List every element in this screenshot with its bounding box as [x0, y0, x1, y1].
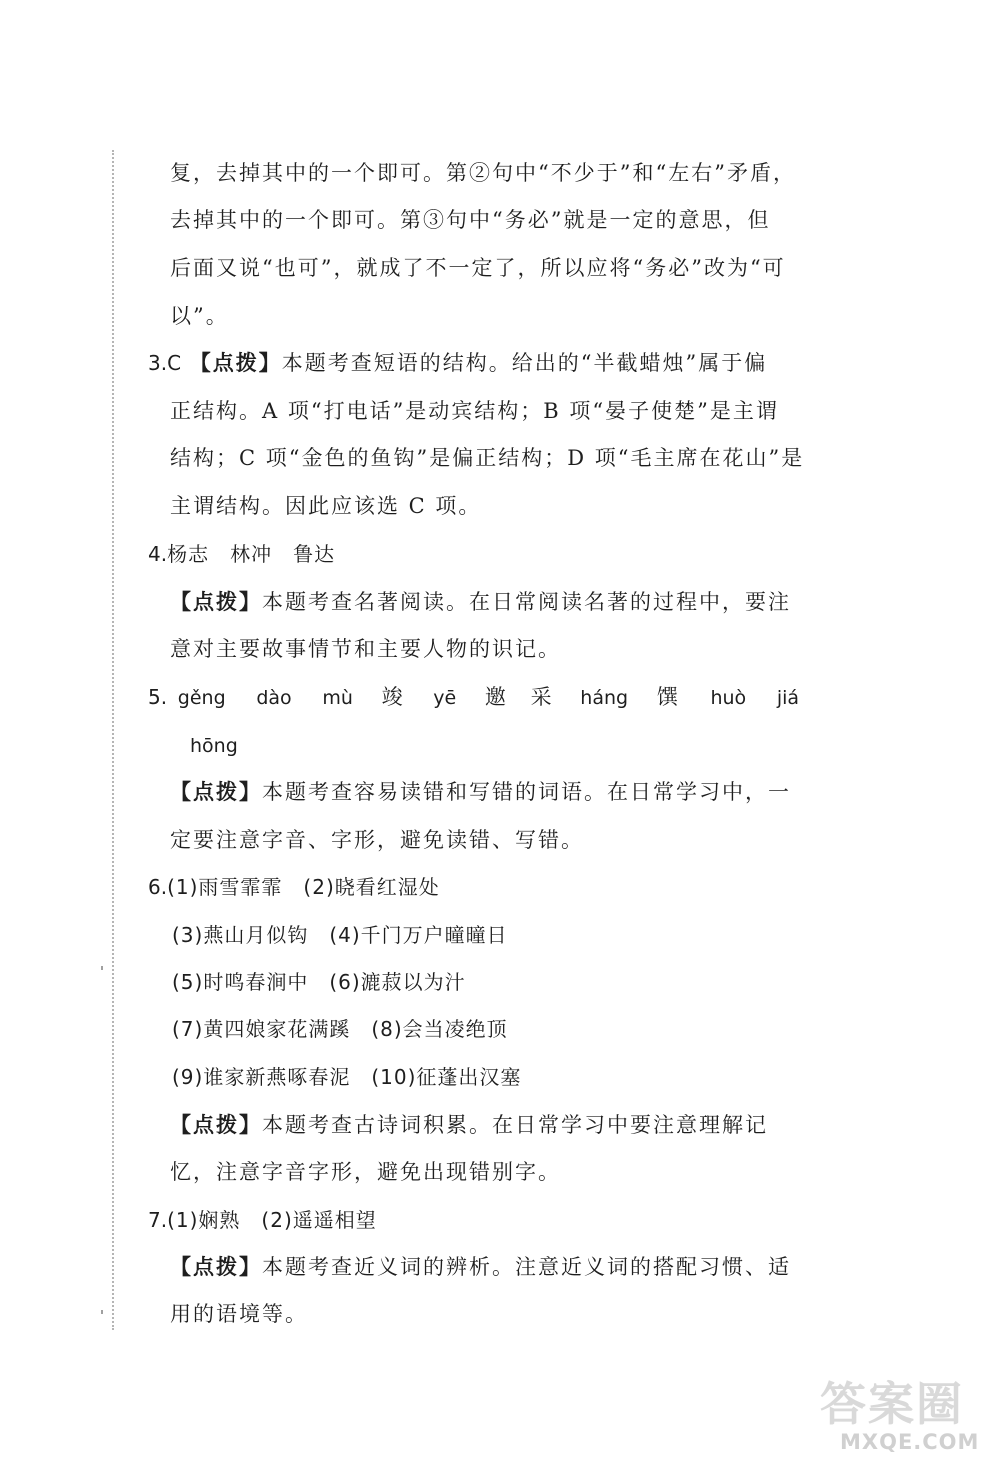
answer-item-7 [148, 1206, 377, 1234]
watermark-url: MXQE.COM [840, 1430, 980, 1454]
hint-text: 本题考查名著阅读。在日常阅读名著的过程中，要注 [262, 590, 791, 614]
answer-text: (1)娴熟 (2)遥遥相望 [167, 1208, 377, 1232]
text-line: (5)时鸣春涧中 (6)漉菽以为汁 [172, 970, 466, 994]
binding-margin-line [112, 150, 114, 1330]
text-line: 后面又说“也可”，就成了不一定了，所以应将“务必”改为“可 [170, 256, 786, 280]
hint-line [170, 778, 791, 806]
text-line: 去掉其中的一个即可。第③句中“务必”就是一定的意思，但 [170, 208, 771, 232]
character-answer: 竣 [381, 685, 405, 709]
hint-tag: 【点拨】 [170, 1255, 262, 1279]
character-answer: 采 [530, 685, 554, 709]
hint-text: 本题考查近义词的辨析。注意近义词的搭配习惯、适 [262, 1255, 791, 1279]
hint-text: 本题考查容易读错和写错的词语。在日常学习中，一 [262, 780, 791, 804]
pinyin-answer: háng [580, 687, 629, 709]
watermark [820, 1368, 990, 1463]
pinyin-answer: yē [433, 687, 457, 709]
text-line: (7)黄四娘家花满蹊 (8)会当凌绝顶 [172, 1017, 508, 1041]
answer-item-6 [148, 873, 440, 901]
pinyin-answer: dào [256, 687, 292, 709]
hint-text: 本题考查短语的结构。给出的“半截蜡烛”属于偏 [281, 351, 768, 375]
answer-item-3 [148, 349, 767, 377]
item-number: 3. [148, 351, 168, 375]
character-answer: 馔 [656, 685, 680, 709]
text-line: 正结构。A 项“打电话”是动宾结构；B 项“晏子使楚”是主谓 [170, 399, 779, 423]
item-number: 4. [148, 542, 168, 566]
hint-tag: 【点拨】 [170, 780, 262, 804]
hint-tag: 【点拨】 [170, 1113, 262, 1137]
text-line: 以”。 [170, 304, 229, 328]
item-number: 6. [148, 875, 168, 899]
text-line: 主谓结构。因此应该选 C 项。 [170, 494, 482, 518]
hint-line [170, 588, 791, 616]
text-line: 结构；C 项“金色的鱼钩”是偏正结构；D 项“毛主席在花山”是 [170, 446, 805, 470]
hint-tag: 【点拨】 [189, 351, 282, 375]
text-line: 复，去掉其中的一个即可。第②句中“不少于”和“左右”矛盾， [170, 161, 796, 185]
margin-tick [101, 966, 103, 970]
hint-tag: 【点拨】 [170, 590, 262, 614]
watermark-logo: 答案圈 [820, 1377, 964, 1431]
character-answer: 邀 [484, 685, 508, 709]
text-line: 忆，注意字音字形，避免出现错别字。 [170, 1160, 561, 1184]
text-line: 用的语境等。 [170, 1302, 308, 1326]
hint-line [170, 1111, 768, 1139]
hint-text: 本题考查古诗词积累。在日常学习中要注意理解记 [262, 1113, 768, 1137]
margin-tick [101, 1310, 103, 1314]
pinyin-answer: gěng [177, 687, 226, 709]
answer-item-4 [148, 540, 335, 568]
pinyin-answer: jiá [776, 687, 800, 709]
item-number: 5. [148, 685, 168, 709]
pinyin-line [190, 731, 238, 760]
text-line: (3)燕山月似钩 (4)千门万户曈曈日 [172, 923, 508, 947]
text-line: 定要注意字音、字形，避免读错、写错。 [170, 828, 584, 852]
hint-line [170, 1253, 791, 1281]
pinyin-answer: huò [710, 687, 747, 709]
answer-choice: C [167, 351, 182, 375]
pinyin-answer: hōng [190, 735, 238, 757]
text-line: (9)谁家新燕啄春泥 (10)征蓬出汉塞 [172, 1065, 522, 1089]
answer-item-5 [148, 683, 799, 712]
pinyin-answer: mù [322, 687, 353, 709]
text-line: 意对主要故事情节和主要人物的识记。 [170, 637, 561, 661]
item-number: 7. [148, 1208, 168, 1232]
answer-text: 杨志 林冲 鲁达 [167, 542, 336, 566]
answer-text: (1)雨雪霏霏 (2)晓看红湿处 [167, 875, 440, 899]
